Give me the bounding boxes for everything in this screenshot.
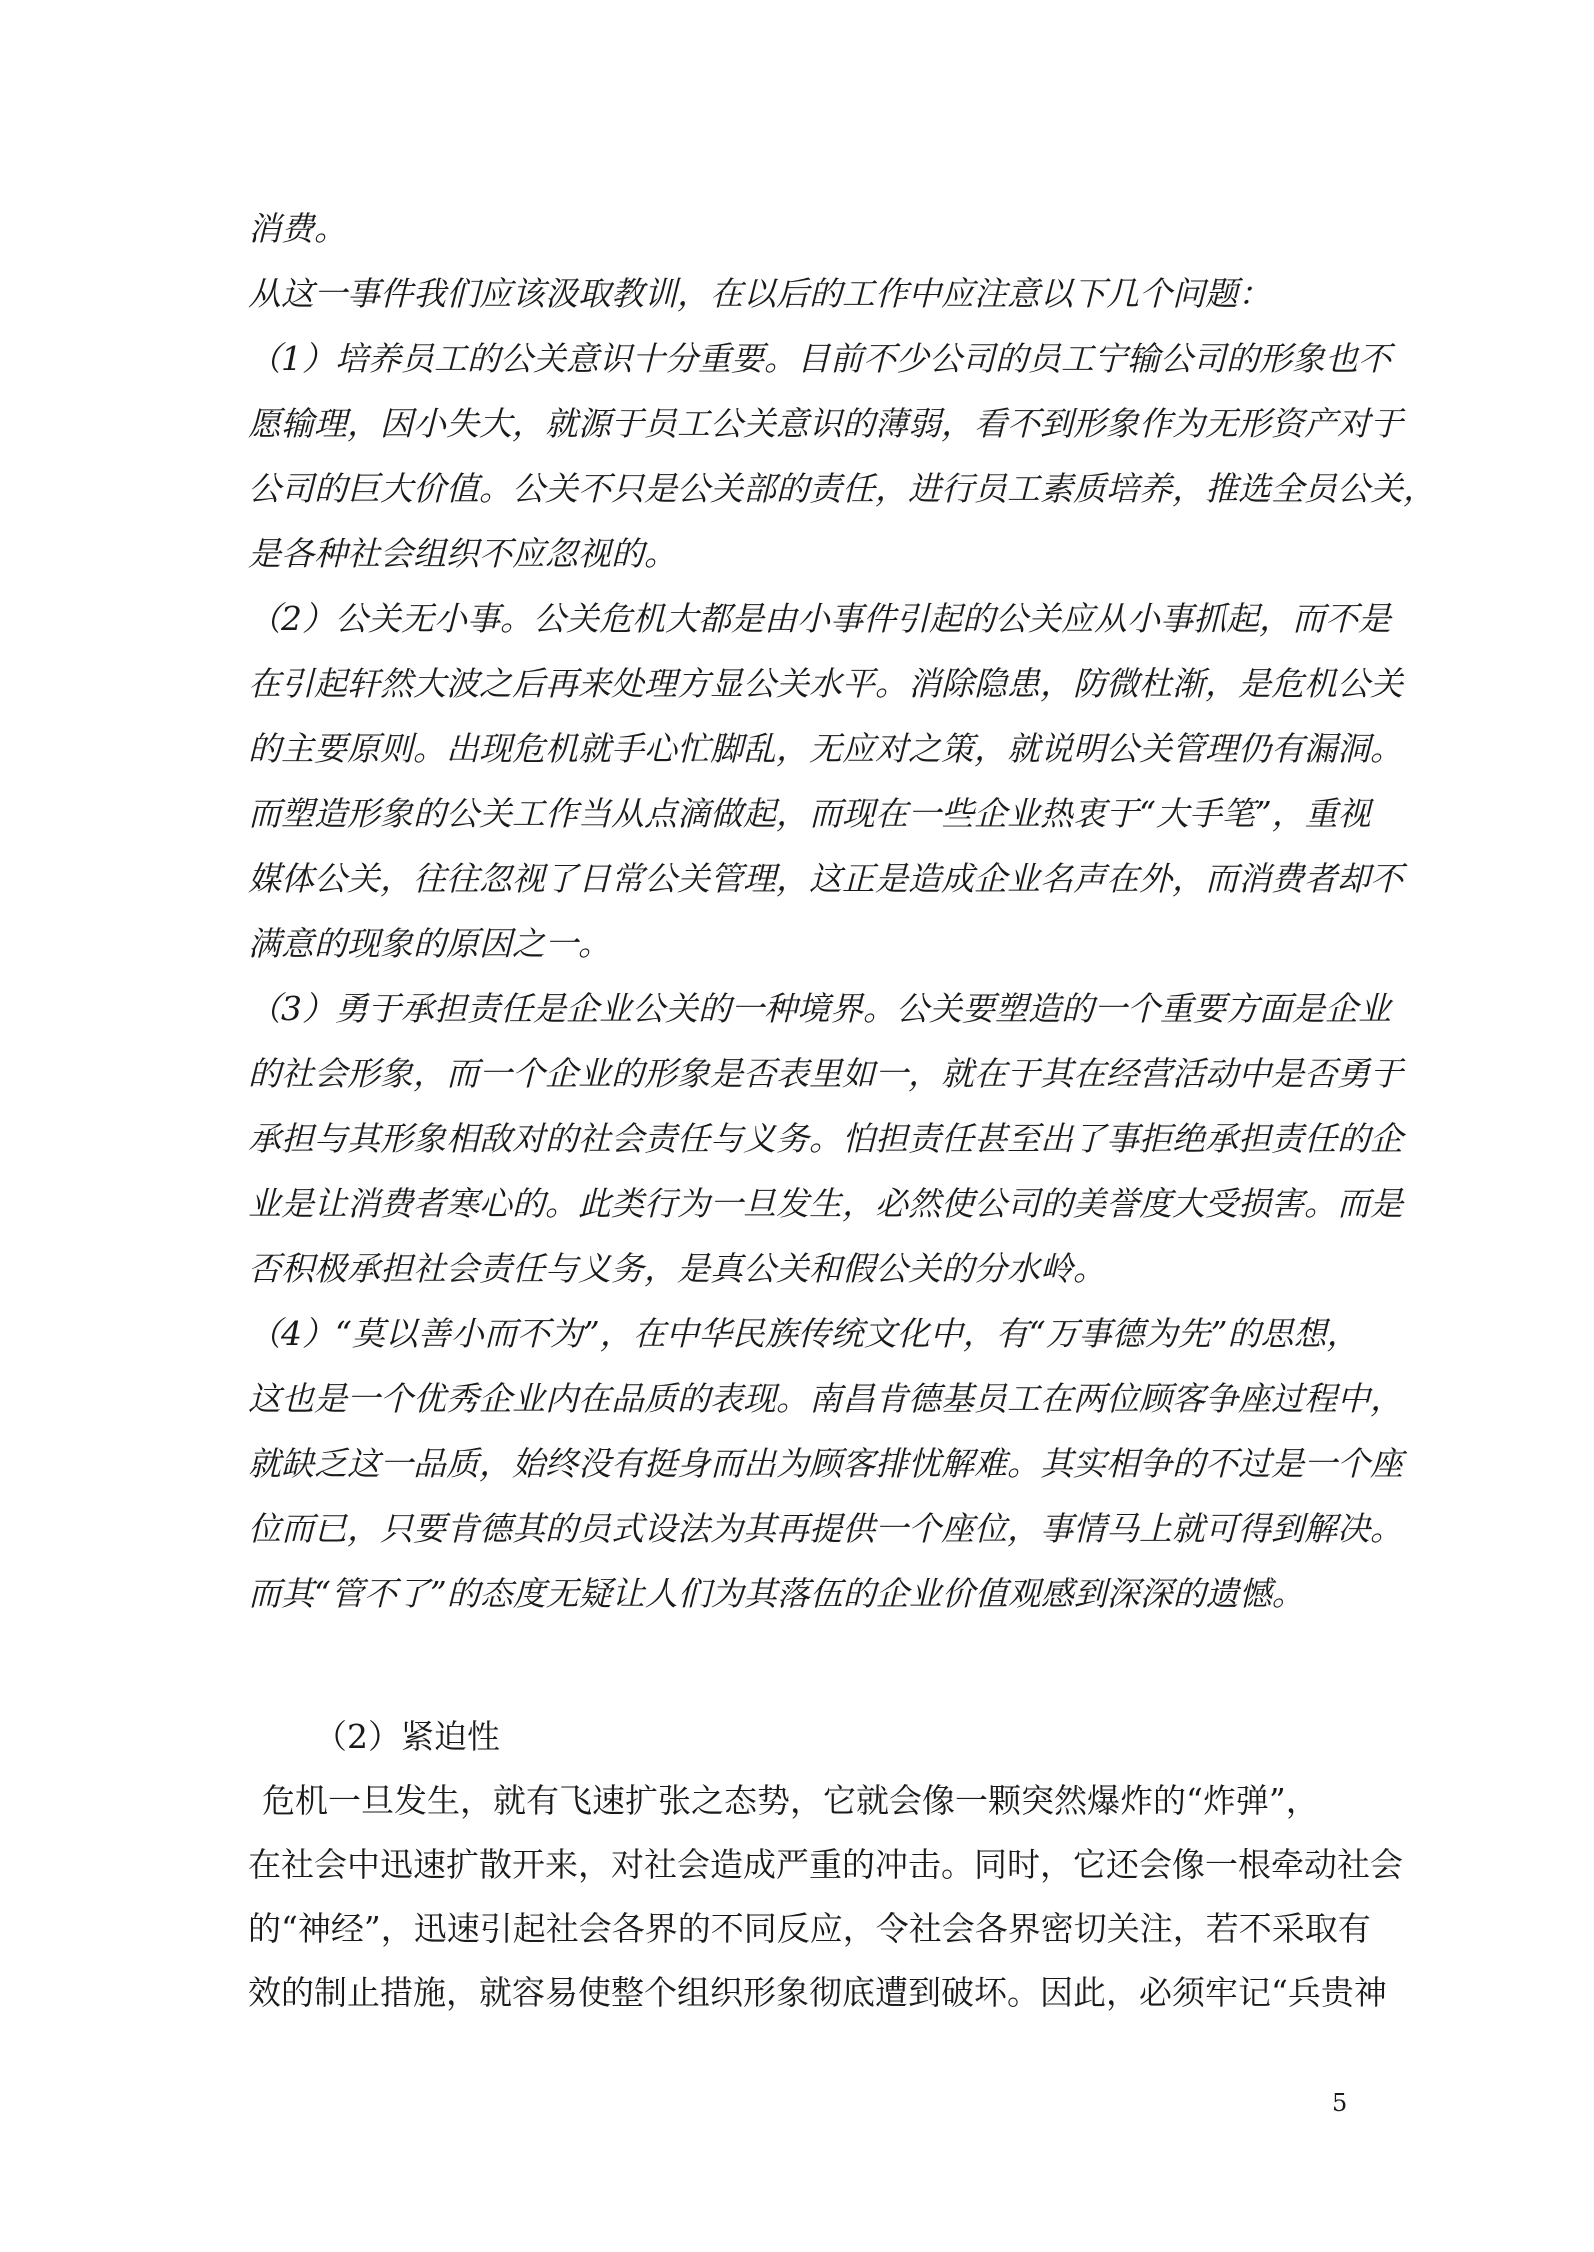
section-heading: （2）紧迫性 xyxy=(314,1717,500,1756)
text-line: 承担与其形象相敌对的社会责任与义务。怕担责任甚至出了事拒绝承担责任的企 xyxy=(248,1119,1403,1158)
text-line: 公司的巨大价值。公关不只是公关部的责任，进行员工素质培养，推选全员公关， xyxy=(248,469,1436,508)
text-line: 在引起轩然大波之后再来处理方显公关水平。消除隐患，防微杜渐，是危机公关 xyxy=(248,664,1403,703)
urgency-section xyxy=(248,1705,1403,2025)
text-line: 在社会中迅速扩散开来，对社会造成严重的冲击。同时，它还会像一根牵动社会 xyxy=(248,1845,1403,1884)
text-line: （2）公关无小事。公关危机大都是由小事件引起的公关应从小事抓起，而不是 xyxy=(248,599,1391,638)
text-line: 愿输理，因小失大，就源于员工公关意识的薄弱，看不到形象作为无形资产对于 xyxy=(248,404,1403,443)
italic-case-analysis xyxy=(248,196,1436,1626)
text-line: 是各种社会组织不应忽视的。 xyxy=(248,534,677,573)
text-line: （3）勇于承担责任是企业公关的一种境界。公关要塑造的一个重要方面是企业 xyxy=(248,989,1391,1028)
text-line: 否积极承担社会责任与义务，是真公关和假公关的分水岭。 xyxy=(248,1249,1106,1288)
text-line: 危机一旦发生，就有飞速扩张之态势，它就会像一颗突然爆炸的“炸弹”， xyxy=(262,1781,1319,1820)
text-line: 从这一事件我们应该汲取教训，在以后的工作中应注意以下几个问题： xyxy=(248,274,1271,313)
text-line: 而塑造形象的公关工作当从点滴做起，而现在一些企业热衷于“大手笔”，重视 xyxy=(248,794,1371,833)
text-line: 的主要原则。出现危机就手心忙脚乱，无应对之策，就说明公关管理仍有漏洞。 xyxy=(248,729,1403,768)
text-line: （4）“莫以善小而不为”，在中华民族传统文化中，有“万事德为先”的思想， xyxy=(248,1314,1360,1353)
text-line: 的“神经”，迅速引起社会各界的不同反应，令社会各界密切关注，若不采取有 xyxy=(248,1909,1371,1948)
text-line: 而其“管不了”的态度无疑让人们为其落伍的企业价值观感到深深的遗憾。 xyxy=(248,1574,1305,1613)
text-line: 消费。 xyxy=(248,209,347,248)
text-line: 满意的现象的原因之一。 xyxy=(248,924,611,963)
text-line: 媒体公关，往往忽视了日常公关管理，这正是造成企业名声在外，而消费者却不 xyxy=(248,859,1403,898)
text-line: 位而已，只要肯德其的员式设法为其再提供一个座位，事情马上就可得到解决。 xyxy=(248,1509,1403,1548)
text-line: 业是让消费者寒心的。此类行为一旦发生，必然使公司的美誉度大受损害。而是 xyxy=(248,1184,1403,1223)
text-line: 这也是一个优秀企业内在品质的表现。南昌肯德基员工在两位顾客争座过程中， xyxy=(248,1379,1403,1418)
text-line: （1）培养员工的公关意识十分重要。目前不少公司的员工宁输公司的形象也不 xyxy=(248,339,1391,378)
text-line: 的社会形象，而一个企业的形象是否表里如一，就在于其在经营活动中是否勇于 xyxy=(248,1054,1403,1093)
text-line: 就缺乏这一品质，始终没有挺身而出为顾客排忧解难。其实相争的不过是一个座 xyxy=(248,1444,1403,1483)
page-number: 5 xyxy=(1332,2089,1348,2117)
text-line: 效的制止措施，就容易使整个组织形象彻底遭到破坏。因此，必须牢记“兵贵神 xyxy=(248,1973,1387,2012)
